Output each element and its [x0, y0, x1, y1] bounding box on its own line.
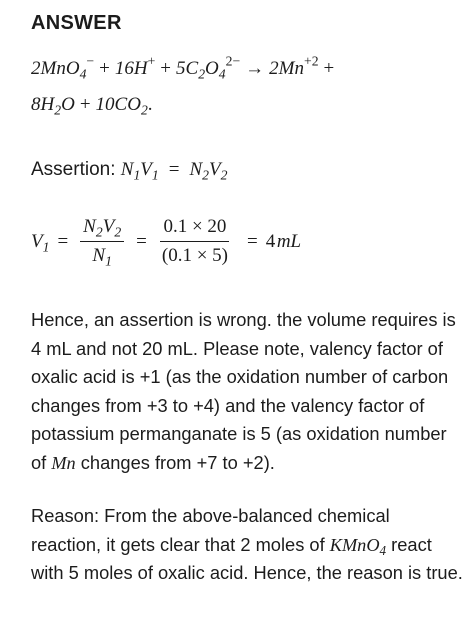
assertion-line: [31, 159, 227, 181]
reaction-arrow: →: [245, 58, 265, 79]
kmno4-formula: KMnO$_4$: [329, 534, 387, 558]
explanation-paragraph: Hence, an assertion is wrong. the volume requires is 4 mL and not 20 mL. Please note, valency factor of oxalic acid is +1 (as the oxidation number of carbon changes from +3 to +4) and the valency factor of potassium permanganate is 5 (as oxidation number of Mn changes from +7 to +2).: [31, 309, 456, 473]
reactant-permanganate: 2MnO$_4$−: [31, 53, 95, 82]
answer-heading: ANSWER: [31, 12, 122, 34]
reactant-hydrogen-ion: 16H+: [114, 53, 156, 79]
reactant-oxalate: $5C_2O_4^{2-}$: [176, 53, 241, 82]
product-carbon-dioxide: $10CO_2$.: [95, 94, 153, 118]
product-water: $8H_2O$: [31, 94, 75, 118]
assertion-label: Assertion:: [31, 159, 116, 180]
reason-paragraph: Reason: From the above-balanced chemical reaction, it gets clear that 2 moles of KMnO$_4$ react with 5 moles of oxalic acid. Hence, the reason is true.: [31, 505, 463, 583]
fraction-symbolic: $\frac{N_2V_2}{N_1}$: [80, 216, 124, 267]
volume-calculation: $V_1$ = $\frac{N_2V_2}{N_1}$ = $\frac{0.1 \times 20}{(0.1 \times 5)}$ = 4 mL: [31, 216, 302, 269]
volume-result: 4 mL: [265, 230, 302, 252]
product-manganese-ion: $2Mn^{+2}$: [269, 53, 319, 79]
fraction-numeric: $\frac{0.1 \times 20}{(0.1 \times 5)}$: [161, 216, 228, 266]
volume-lhs: $V_1$: [31, 230, 50, 254]
equation-line-1: $2MnO_4^- + 16H^+ + 5C_2O_4^{2-} \to 2Mn^{+2}$ +: [31, 53, 335, 82]
assertion-formula: $N_1V_1 = N_2V_2$: [120, 159, 228, 183]
equation-line-2: $8H_2O + 10CO_2$.: [31, 94, 153, 118]
